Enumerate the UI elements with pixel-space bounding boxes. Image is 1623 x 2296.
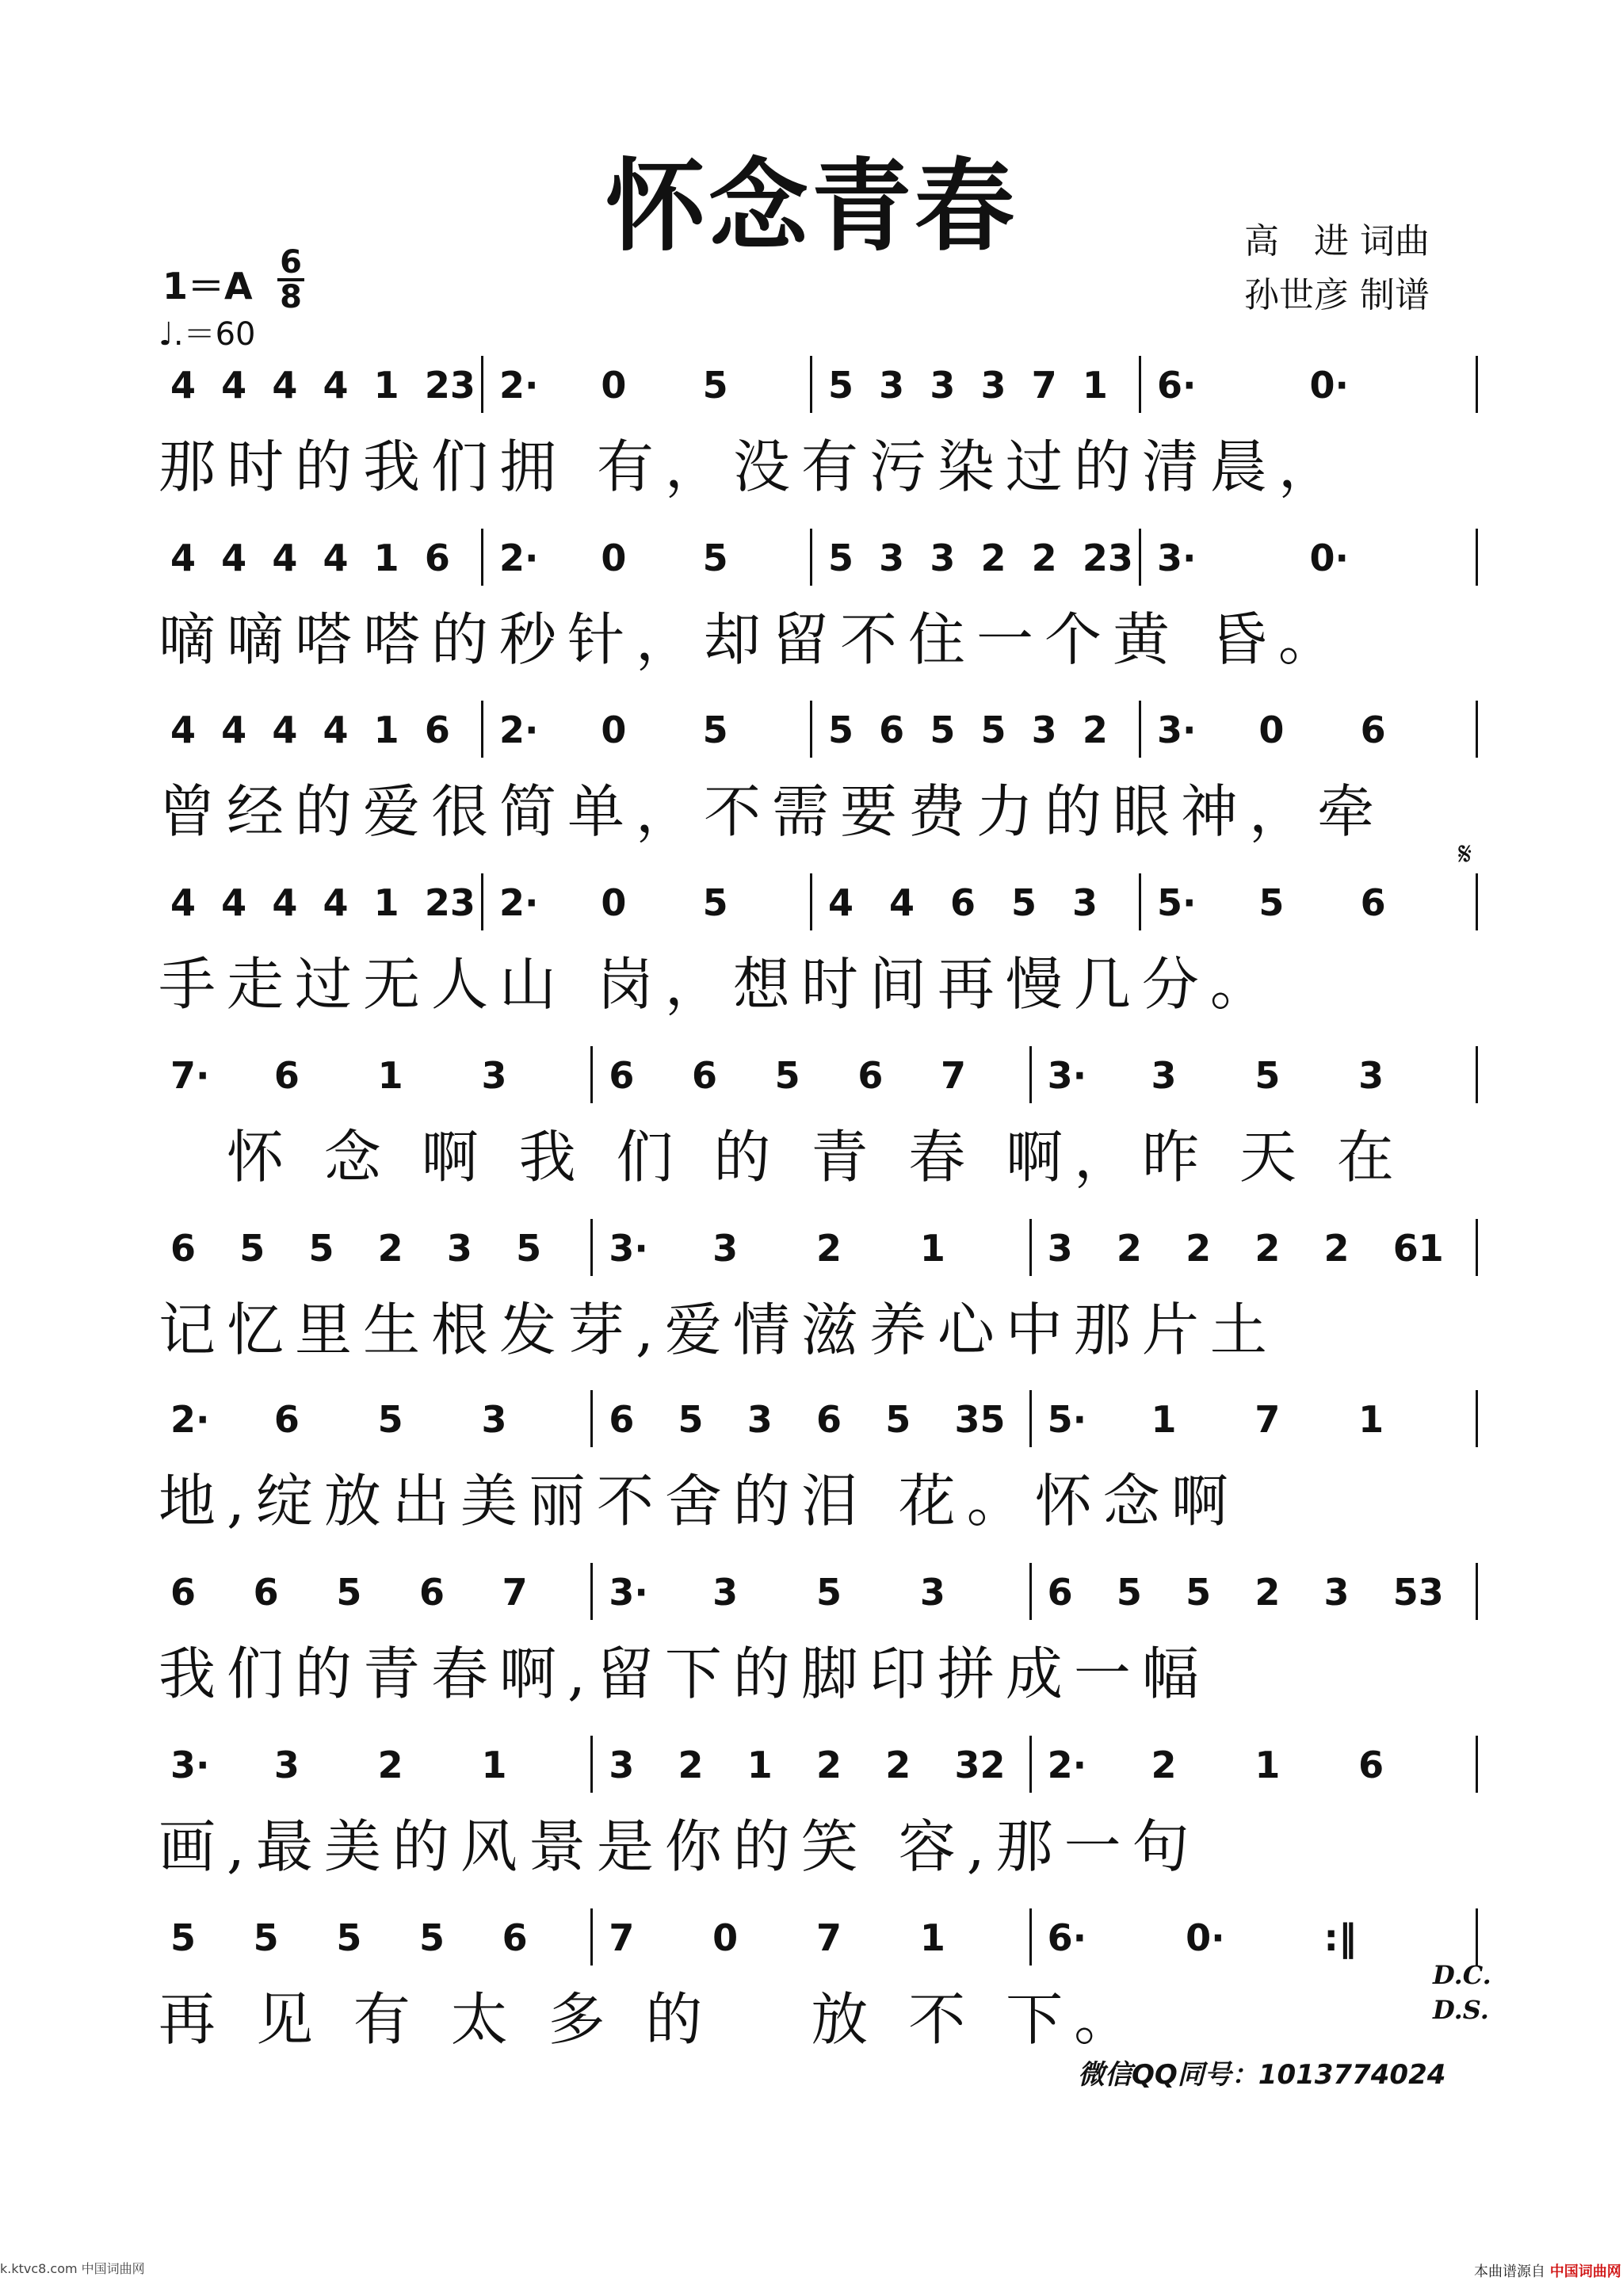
note: 5 (1258, 881, 1285, 924)
note: 4 (828, 881, 854, 924)
watermark-right (1474, 2260, 1621, 2281)
time-signature (277, 244, 304, 315)
note: 1 (373, 881, 399, 924)
note: 2 (678, 1744, 704, 1786)
bar-line-end (1476, 1736, 1478, 1793)
note: 2· (499, 537, 539, 579)
note: 35 (954, 1398, 1006, 1441)
bar-line (590, 1563, 593, 1620)
note: 6 (253, 1571, 279, 1614)
note: 3 (1358, 1054, 1384, 1097)
note: 5 (516, 1227, 542, 1270)
note: 3 (481, 1054, 507, 1097)
note: 1 (481, 1744, 507, 1786)
note: 3 (1072, 881, 1098, 924)
note: 4 (323, 881, 349, 924)
note: 2 (1031, 537, 1057, 579)
note: 5 (678, 1398, 704, 1441)
note: 4 (272, 537, 298, 579)
note: 7· (170, 1054, 210, 1097)
note: 0 (1258, 709, 1285, 751)
note: 4 (170, 881, 197, 924)
note: 3 (879, 364, 905, 407)
note: 2· (499, 364, 539, 407)
note: 7 (609, 1916, 635, 1959)
credit-arranger: 孙世彦 制谱 (1244, 275, 1430, 315)
note: 53 (1392, 1571, 1444, 1614)
note: :‖ (1323, 1916, 1357, 1959)
note: 6· (1157, 364, 1197, 407)
note: 1 (1254, 1744, 1281, 1786)
note: 3 (1151, 1054, 1177, 1097)
lyrics-line: 我们的青春啊,留下的脚印拼成一幅 (158, 1641, 1210, 1707)
note: 2 (885, 1744, 911, 1786)
note: 5 (828, 364, 854, 407)
note: 3 (747, 1398, 773, 1441)
segno-sign: 𝄋 (1458, 836, 1472, 873)
note: 2 (980, 537, 1006, 579)
score-row (0, 1216, 1623, 1382)
note: 6 (609, 1054, 635, 1097)
note: 3 (481, 1398, 507, 1441)
note: 6 (1360, 709, 1386, 751)
note: 6· (1047, 1916, 1087, 1959)
credit-lyricist: 高 进 词曲 (1244, 221, 1430, 262)
note: 1 (373, 537, 399, 579)
watermark-brand: 中国词曲网 (1549, 2264, 1621, 2280)
repeat-marks (1433, 1958, 1491, 2027)
note: 2 (377, 1227, 403, 1270)
note: 6 (1047, 1571, 1073, 1614)
note: 5 (336, 1571, 362, 1614)
note: 2 (1116, 1227, 1142, 1270)
note: 1 (373, 364, 399, 407)
bar-line (481, 701, 483, 758)
note: 1 (747, 1744, 773, 1786)
note: 4 (170, 537, 197, 579)
lyrics-line: 画,最美的风景是你的笑 容,那一句 (158, 1813, 1201, 1880)
note: 0· (1309, 364, 1349, 407)
bar-line (1029, 1736, 1032, 1793)
score-row (0, 1043, 1623, 1209)
meter-bottom: 8 (280, 279, 302, 315)
bar-line (1139, 873, 1141, 930)
note: 5· (1157, 881, 1197, 924)
bar-line (1029, 1908, 1032, 1966)
bar-line (810, 356, 812, 413)
note: 2 (1254, 1571, 1281, 1614)
note: 5 (1254, 1054, 1281, 1097)
note: 5 (377, 1398, 403, 1441)
dc-mark: D.C. (1433, 1960, 1491, 1990)
note: 2· (1047, 1744, 1087, 1786)
note: 3· (609, 1227, 648, 1270)
note: 3 (609, 1744, 635, 1786)
note: 6 (419, 1571, 445, 1614)
note: 5 (774, 1054, 800, 1097)
note: 6 (424, 537, 450, 579)
bar-line (590, 1046, 593, 1103)
lyrics-line: 怀 念 啊 我 们 的 青 春 啊，昨 天 在 (158, 1124, 1405, 1190)
score-row (0, 1905, 1623, 2072)
note: 1 (377, 1054, 403, 1097)
watermark-source: 本曲谱源自 (1474, 2264, 1545, 2280)
score-row (0, 1387, 1623, 1553)
contact-info: 微信QQ同号：1013774024 (1078, 2059, 1446, 2091)
note: 2 (377, 1744, 403, 1786)
lyrics-line: 手走过无人山 岗，想时间再慢几分。 (158, 951, 1278, 1018)
bar-line-end (1476, 1563, 1478, 1620)
bar-line (810, 701, 812, 758)
note: 7 (941, 1054, 967, 1097)
note: 3 (446, 1227, 472, 1270)
note: 0· (1186, 1916, 1225, 1959)
note: 0 (601, 881, 627, 924)
note: 5· (1047, 1398, 1087, 1441)
note: 5 (308, 1227, 334, 1270)
note: 0 (601, 709, 627, 751)
note: 6 (1358, 1744, 1384, 1786)
note: 61 (1392, 1227, 1444, 1270)
note: 5 (239, 1227, 265, 1270)
meter-top: 6 (280, 244, 302, 281)
bar-line (1029, 1219, 1032, 1276)
note: 5 (980, 709, 1006, 751)
score-row (0, 1560, 1623, 1726)
key-signature: 1＝A (162, 265, 253, 308)
note: 0 (601, 364, 627, 407)
score-row (0, 870, 1623, 1037)
lyrics-line: 地,绽放出美丽不舍的泪 花。怀念啊 (158, 1468, 1239, 1534)
note: 3 (980, 364, 1006, 407)
note: 4 (272, 709, 298, 751)
note: 5 (930, 709, 956, 751)
note: 4 (323, 364, 349, 407)
note: 5 (816, 1571, 842, 1614)
note: 5 (1116, 1571, 1142, 1614)
note: 5 (702, 364, 728, 407)
note: 5 (1011, 881, 1037, 924)
note: 3· (170, 1744, 210, 1786)
note: 6 (170, 1571, 197, 1614)
note: 4 (221, 881, 247, 924)
note: 5 (170, 1916, 197, 1959)
note: 4 (889, 881, 915, 924)
note: 4 (323, 709, 349, 751)
bar-line (590, 1390, 593, 1447)
note: 32 (954, 1744, 1006, 1786)
note: 2 (816, 1227, 842, 1270)
note: 2· (170, 1398, 210, 1441)
note: 7 (1254, 1398, 1281, 1441)
bar-line-end (1476, 529, 1478, 586)
note: 2 (1082, 709, 1108, 751)
bar-line (590, 1736, 593, 1793)
bar-line (481, 356, 483, 413)
note: 7 (502, 1571, 528, 1614)
note: 0 (712, 1916, 739, 1959)
note: 2· (499, 881, 539, 924)
note: 4 (170, 709, 197, 751)
note: 6 (273, 1398, 300, 1441)
note: 4 (221, 709, 247, 751)
note: 3 (930, 537, 956, 579)
bar-line (481, 873, 483, 930)
note: 5 (702, 881, 728, 924)
lyrics-line: 再 见 有 太 多 的 放 不 下。 (158, 1986, 1143, 2053)
note: 2 (1254, 1227, 1281, 1270)
note: 1 (1151, 1398, 1177, 1441)
note: 4 (272, 364, 298, 407)
note: 1 (373, 709, 399, 751)
page-title: 怀念青春 (605, 147, 1018, 265)
note: 0 (601, 537, 627, 579)
bar-line-end (1476, 873, 1478, 930)
note: 1 (1358, 1398, 1384, 1441)
note: 6 (879, 709, 905, 751)
note: 6 (170, 1227, 197, 1270)
note: 3 (1031, 709, 1057, 751)
note: 3 (879, 537, 905, 579)
note: 5 (702, 709, 728, 751)
note: 3 (919, 1571, 945, 1614)
note: 5 (253, 1916, 279, 1959)
note: 4 (221, 364, 247, 407)
bar-line (1139, 701, 1141, 758)
note: 5 (336, 1916, 362, 1959)
note: 3 (712, 1571, 739, 1614)
note: 2 (1323, 1227, 1350, 1270)
note: 5 (1186, 1571, 1212, 1614)
bar-line (1029, 1046, 1032, 1103)
bar-line (590, 1908, 593, 1966)
note: 3· (609, 1571, 648, 1614)
lyrics-line: 曾经的爱很简单，不需要费力的眼神，牵 (158, 778, 1386, 845)
score-row (0, 1733, 1623, 1899)
lyrics-line: 那时的我们拥 有，没有污染过的清晨， (158, 434, 1346, 500)
note: 3 (1047, 1227, 1073, 1270)
bar-line-end (1476, 701, 1478, 758)
note: 3· (1157, 537, 1197, 579)
bar-line (590, 1219, 593, 1276)
lyrics-line: 记忆里生根发芽,爱情滋养心中那片土 (158, 1297, 1278, 1363)
score-row (0, 353, 1623, 519)
note: 3 (273, 1744, 300, 1786)
note: 5 (419, 1916, 445, 1959)
note: 3 (930, 364, 956, 407)
note: 6 (609, 1398, 635, 1441)
note: 5 (702, 537, 728, 579)
bar-line (1139, 356, 1141, 413)
note: 6 (424, 709, 450, 751)
note: 3· (1157, 709, 1197, 751)
note: 2 (816, 1744, 842, 1786)
note: 3· (1047, 1054, 1087, 1097)
bar-line (1029, 1563, 1032, 1620)
note: 1 (919, 1227, 945, 1270)
note: 4 (272, 881, 298, 924)
note: 7 (816, 1916, 842, 1959)
note: 2 (1151, 1744, 1177, 1786)
note: 4 (323, 537, 349, 579)
note: 6 (816, 1398, 842, 1441)
score-row (0, 697, 1623, 864)
bar-line-end (1476, 1046, 1478, 1103)
note: 3 (1323, 1571, 1350, 1614)
note: 5 (828, 537, 854, 579)
bar-line (1139, 529, 1141, 586)
note: 23 (1082, 537, 1133, 579)
note: 3 (712, 1227, 739, 1270)
ds-mark: D.S. (1433, 1995, 1489, 2025)
note: 1 (1082, 364, 1108, 407)
note: 5 (828, 709, 854, 751)
note: 6 (1360, 881, 1386, 924)
note: 6 (692, 1054, 718, 1097)
bar-line-end (1476, 356, 1478, 413)
note: 5 (885, 1398, 911, 1441)
bar-line (481, 529, 483, 586)
score-row (0, 525, 1623, 692)
lyrics-line: 嘀嘀嗒嗒的秒针，却留不住一个黄 昏。 (158, 606, 1346, 673)
bar-line-end (1476, 1390, 1478, 1447)
note: 2 (1186, 1227, 1212, 1270)
bar-line (1029, 1390, 1032, 1447)
note: 6 (950, 881, 976, 924)
bar-line (810, 873, 812, 930)
bar-line-end (1476, 1219, 1478, 1276)
note: 7 (1031, 364, 1057, 407)
note: 4 (221, 537, 247, 579)
note: 6 (857, 1054, 884, 1097)
tempo-marking: ♩.＝60 (158, 316, 256, 353)
watermark-left: k.ktvc8.com 中国词曲网 (0, 2261, 145, 2276)
note: 23 (424, 881, 475, 924)
note: 2· (499, 709, 539, 751)
note: 23 (424, 364, 475, 407)
note: 6 (502, 1916, 528, 1959)
bar-line (810, 529, 812, 586)
note: 6 (273, 1054, 300, 1097)
note: 4 (170, 364, 197, 407)
note: 1 (919, 1916, 945, 1959)
note: 0· (1309, 537, 1349, 579)
